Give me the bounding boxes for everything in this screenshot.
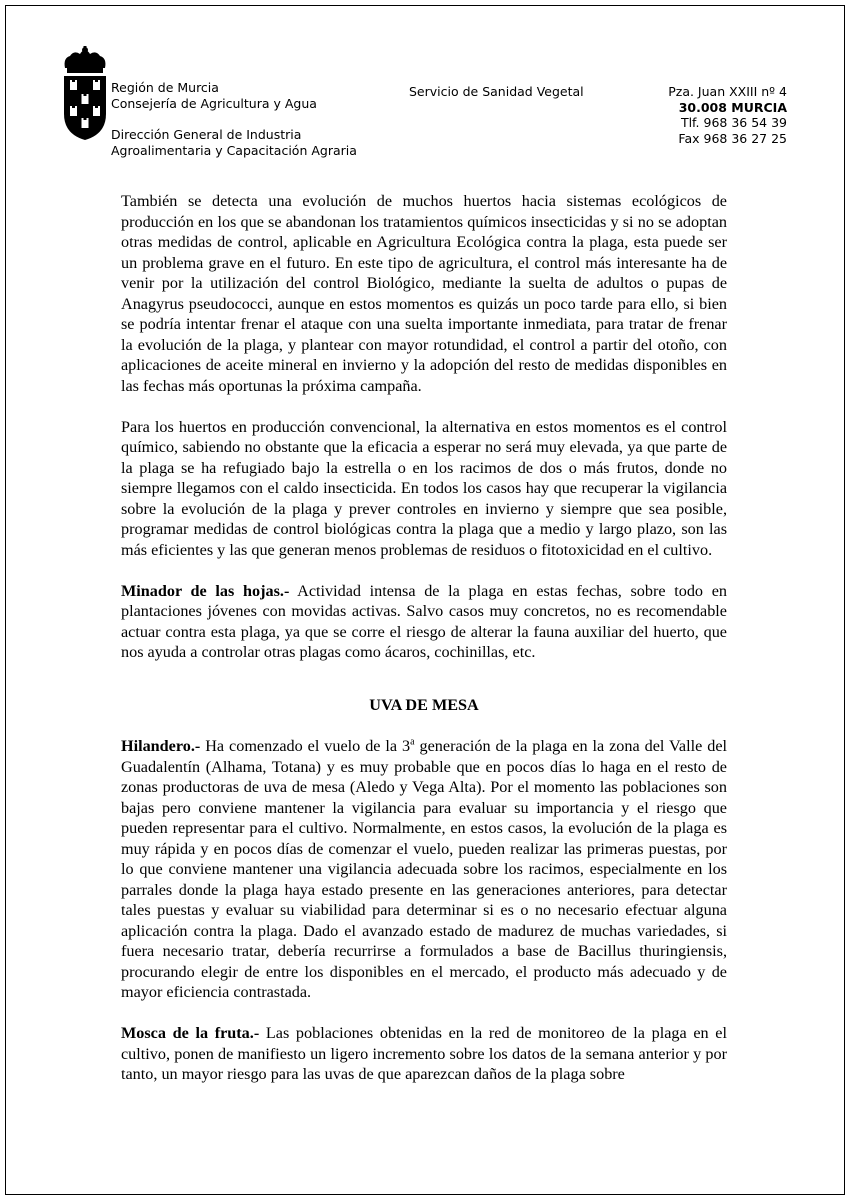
mosca-title: Mosca de la fruta.- (121, 1024, 260, 1042)
address-block (668, 84, 787, 146)
hilandero-title: Hilandero.- (121, 737, 201, 755)
paragraph-minador (121, 581, 727, 663)
hilandero-text-b: generación de la plaga en la zona del Valle del Guadalentín (Alhama, Totana) y es muy probable que en pocos días lo haga en el resto de zonas productoras de uva de mesa (Aledo y Vega Alta). Por el momento las poblaciones son bajas pero conviene mantener la vigilancia para evaluar su importancia y el riesgo que pueden representar para el cultivo. Normalmente, en estos casos, la evolución de la plaga es muy rápida y en pocos días de comenzar el vuelo, pueden realizar las primeras puestas, por lo que conviene mantener una vigilancia adecuada sobre los racimos, especialmente en los parrales donde la plaga haya estado presente en las generaciones anteriores, para detectar tales puestas y evaluar su viabilidad para determinar si es o no necesario efectuar alguna aplicación contra la plaga. Dado el avanzado estado de madurez de muchas variedades, si fuera necesario tratar, debería recurrirse a formulados a base de Bacillus thuringiensis, procurando elegir de entre los disponibles en el mercado, el producto más adecuado y de mayor eficiencia contrastada. (121, 737, 728, 1001)
org-region: Región de Murcia (111, 80, 219, 95)
paragraph-mosca (121, 1023, 727, 1085)
paragraph-hilandero (121, 736, 727, 1003)
hilandero-text-a: Ha comenzado el vuelo de la 3 (200, 737, 411, 755)
service-name: Servicio de Sanidad Vegetal (409, 84, 584, 99)
minador-title: Minador de las hojas.- (121, 581, 290, 600)
paragraph-ecological: También se detecta una evolución de muchos huertos hacia sistemas ecológicos de producción en los que se abandonan los tratamientos químicos insecticidas y si no se adoptan otras medidas de control, aplicable en Agricultura Ecológica contra la plaga, esta puede ser un problema grave en el futuro. En este tipo de agricultura, el control más interesante ha de venir por la utilización del control Biológico, mediante la suelta de adultos o pupas de Anagyrus pseudococci, aunque en estos momentos es quizás un poco tarde para ello, si bien se podría intentar frenar el ataque con una suelta importante inmediata, para tratar de frenar la evolución de la plaga, y plantear con mayor rotundidad, el control a partir del otoño, con aplicaciones de aceite mineral en invierno y la adopción del resto de medidas disponibles en las fechas más oportunas la próxima campaña. (121, 192, 727, 395)
hilandero-superscript: a (410, 736, 415, 748)
paragraph-conventional: Para los huertos en producción convencional, la alternativa en estos momentos es el control químico, sabiendo no obstante que la eficacia a esperar no será muy elevada, ya que parte de la plaga se ha refugiado bajo la estrella o en los racimos de dos o más frutos, donde no siempre llegamos con el caldo insecticida. En todos los casos hay que recuperar la vigilancia sobre la evolución de la plaga y prever controles en invierno y siempre que sea posible, programar medidas de control biológicas contra la plaga que a medio y largo plazo, son las más eficientes y las que generan menos problemas de residuos o fitotoxicidad en el cultivo. (121, 417, 727, 559)
address-city: 30.008 MURCIA (678, 99, 787, 115)
org-directorate-line1: Dirección General de Industria (111, 127, 302, 142)
address-phone: Tlf. 968 36 54 39 (680, 115, 787, 130)
address-fax: Fax 968 36 27 25 (678, 130, 787, 146)
minador-text: Actividad intensa de la plaga en estas fechas, sobre todo en plantaciones jóvenes con movidas activas. Salvo casos muy concretos, no es recomendable actuar contra esta plaga, ya que se corre el riesgo de alterar la fauna auxiliar del huerto, que nos ayuda a controlar otras plagas como ácaros, cochinillas, etc. (121, 581, 727, 661)
mosca-text: Las poblaciones obtenidas en la red de monitoreo de la plaga en el cultivo, ponen de manifiesto un ligero incremento sobre los datos de la semana anterior y por tanto, un mayor riesgo para las uvas de que aparezcan daños de la plaga sobre (121, 1024, 727, 1083)
section-heading-uva-de-mesa: UVA DE MESA (369, 696, 479, 714)
org-directorate-line2: Agroalimentaria y Capacitación Agraria (111, 142, 357, 158)
organization-block (111, 80, 357, 158)
document-body (121, 191, 727, 1105)
letterhead (0, 0, 850, 170)
org-department: Consejería de Agricultura y Agua (111, 95, 317, 111)
address-street: Pza. Juan XXIII nº 4 (668, 84, 787, 99)
region-crest-logo (60, 46, 110, 142)
